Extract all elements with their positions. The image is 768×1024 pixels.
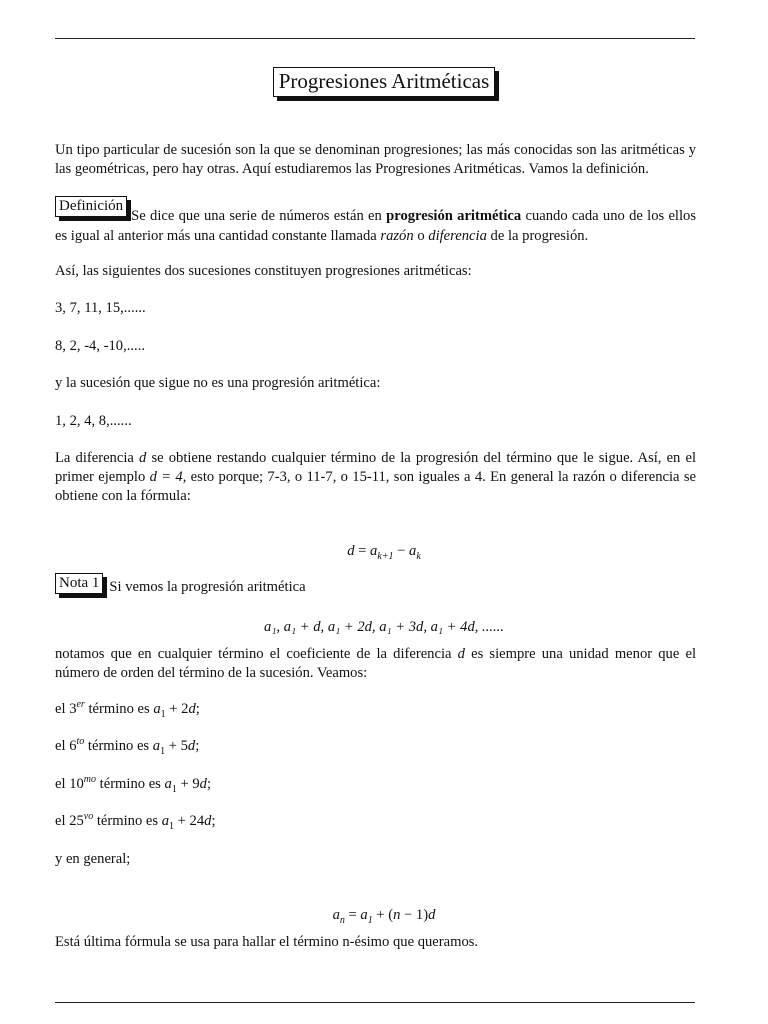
definition-text-end: de la progresión. <box>490 228 589 244</box>
nonexample-intro: y la sucesión que sigue no es una progresión aritmética: <box>55 375 381 391</box>
top-rule <box>55 38 695 39</box>
term-pre: el <box>55 776 70 792</box>
definition-text-middle: cuando cada uno de los ellos es igual al anterior más una cantidad constante llamada <box>55 208 697 244</box>
term-sub: 1 <box>160 745 166 757</box>
difference-variable: d <box>139 450 147 466</box>
general-formula-n: n <box>393 907 401 923</box>
term-sub: 1 <box>171 783 177 795</box>
general-formula-a: a <box>332 907 340 923</box>
page-title: Progresiones Aritméticas <box>273 67 496 97</box>
term-mid: término es <box>96 776 165 792</box>
term-pre: el <box>55 738 70 754</box>
term-rest: + 5 <box>165 738 188 754</box>
examples-intro: Así, las siguientes dos sucesiones constituyen progresiones aritméticas: <box>55 263 472 279</box>
term-d: d <box>204 813 212 829</box>
nonexample-sequence: 1, 2, 4, 8,...... <box>55 413 132 429</box>
term-line-10 <box>55 775 696 794</box>
general-formula-sub-1: 1 <box>367 914 373 926</box>
term-d: d <box>188 701 196 717</box>
formula-d-sub2: k <box>416 550 421 562</box>
general-intro: y en general; <box>55 851 131 867</box>
term-ordinal: mo <box>83 774 97 786</box>
term-d: d <box>199 776 207 792</box>
sequence-formula: a₁, a₁ + d, a₁ + 2d, a₁ + 3d, a₁ + 4d, ...... <box>264 619 504 635</box>
term-end: ; <box>211 813 216 829</box>
general-formula-plus: + ( <box>372 907 394 923</box>
term-number: 3 <box>69 701 77 717</box>
title-container <box>0 67 768 97</box>
general-formula-a1: a <box>360 907 368 923</box>
note-explanation-text-2: es siempre una unidad menor que el número de orden del término de la sucesión. Veamos: <box>55 646 697 681</box>
note-explanation-variable: d <box>457 646 465 662</box>
note-paragraph <box>55 577 696 598</box>
difference-paragraph <box>55 449 696 506</box>
term-end: ; <box>195 701 200 717</box>
term-mid: término es <box>84 701 154 717</box>
definition-paragraph <box>55 198 697 246</box>
term-a: a <box>153 701 161 717</box>
term-line-3 <box>55 700 696 719</box>
formula-d-minus: − <box>393 543 410 559</box>
difference-formula <box>0 541 768 561</box>
note-text: Si vemos la progresión aritmética <box>109 579 306 595</box>
general-formula-minus: − 1) <box>400 907 429 923</box>
difference-text-2: se obtiene restando cualquier término de la progresión del término que le sigue. Así, en el primer ejemplo <box>55 450 697 485</box>
term-sub: 1 <box>160 708 166 720</box>
term-rest: + 2 <box>165 701 189 717</box>
term-a: a <box>164 776 172 792</box>
term-ordinal: er <box>76 699 85 711</box>
formula-d-a1: a <box>370 543 378 559</box>
term-number: 25 <box>69 813 84 829</box>
intro-paragraph: Un tipo particular de sucesión son la que se denominan progresiones; las más conocidas son las aritméticas y las geométricas, pero hay otras. Aquí estudiaremos las Progresiones Aritméticas. Vamos la definición. <box>55 142 696 177</box>
example-sequence-1: 3, 7, 11, 15,...... <box>55 300 146 316</box>
formula-d-sub1: k+1 <box>377 550 394 562</box>
difference-text-1: La diferencia <box>55 450 134 466</box>
example-sequence-2: 8, 2, -4, -10,..... <box>55 338 145 354</box>
term-mid: término es <box>93 813 162 829</box>
general-formula <box>0 905 768 925</box>
term-mid: término es <box>84 738 153 754</box>
term-end: ; <box>206 776 211 792</box>
note-label: Nota 1 <box>55 573 103 594</box>
bottom-rule <box>55 1002 695 1003</box>
term-number: 10 <box>69 776 84 792</box>
definition-word-razon: razón <box>380 228 414 244</box>
term-number: 6 <box>69 738 77 754</box>
difference-equation: d = 4 <box>149 469 183 485</box>
note-explanation-text-1: notamos que en cualquier término el coeficiente de la diferencia <box>55 646 452 662</box>
formula-d-a2: a <box>409 543 417 559</box>
note-explanation <box>55 645 696 683</box>
definition-label: Definición <box>55 196 127 217</box>
term-ordinal: to <box>76 736 85 748</box>
difference-text-3: , esto porque; 7-3, o 11-7, o 15-11, son iguales a 4. En general la razón o diferencia se obtiene con la fórmula: <box>55 469 697 504</box>
term-a: a <box>161 813 170 829</box>
definition-term: progresión aritmética <box>386 208 522 224</box>
term-rest: + 9 <box>176 776 200 792</box>
definition-word-o: o <box>417 228 425 244</box>
definition-text-before: Se dice que una serie de números están en <box>131 208 382 224</box>
term-d: d <box>187 738 196 754</box>
general-formula-d: d <box>428 907 436 923</box>
term-ordinal: vo <box>83 811 94 823</box>
formula-d-equals: = <box>354 543 371 559</box>
term-line-25 <box>55 812 696 831</box>
general-formula-equals: = <box>344 907 361 923</box>
closing-paragraph: Está última fórmula se usa para hallar el término n-ésimo que queramos. <box>55 934 479 950</box>
formula-d-lhs: d <box>347 543 355 559</box>
term-pre: el <box>55 701 70 717</box>
definition-word-diferencia: diferencia <box>428 228 487 244</box>
general-formula-sub-n: n <box>339 914 345 926</box>
term-end: ; <box>195 738 200 754</box>
term-line-6 <box>55 737 696 756</box>
term-rest: + 24 <box>174 813 205 829</box>
term-pre: el <box>55 813 70 829</box>
term-sub: 1 <box>169 820 175 832</box>
term-a: a <box>152 738 161 754</box>
